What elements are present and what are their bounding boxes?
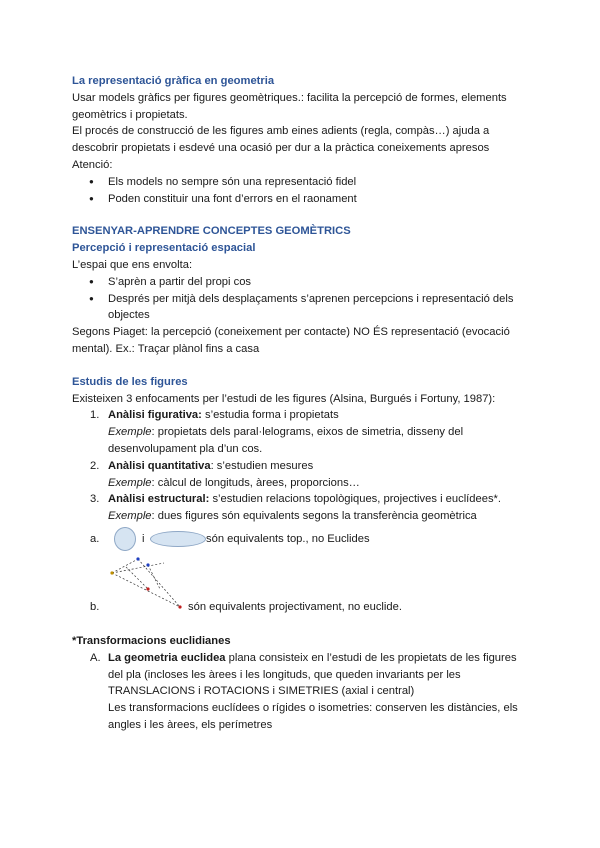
list-letter: A. <box>90 651 101 664</box>
example-text: : càlcul de longituds, àrees, proporcions… <box>151 476 360 489</box>
list-item: ● Els models no sempre són una representació fidel <box>72 174 532 191</box>
paragraph: Les transformacions euclídees o rígides o isometries: conserven les distàncies, els angles i les àrees, els perímetres <box>108 702 518 731</box>
section-title-representacio: La representació gràfica en geometria <box>72 75 275 87</box>
figure-b-row <box>72 557 532 617</box>
paragraph: Segons Piaget: la percepció (coneixement per contacte) NO ÉS representació (evocació mental). Ex.: Traçar plànol fins a casa <box>72 326 510 355</box>
list-item <box>72 650 532 734</box>
item-heading: Anàlisi quantitativa <box>108 459 211 472</box>
item-heading: Anàlisi figurativa: <box>108 409 202 422</box>
paragraph: Existeixen 3 enfocaments per l’estudi de les figures (Alsina, Burgués i Fortuny, 1987): <box>72 392 496 405</box>
figure-caption: són equivalents projectivament, no euclide. <box>188 600 402 613</box>
projective-triangle-figure <box>108 557 188 615</box>
list-number: 3. <box>90 493 100 506</box>
example-label: Exemple <box>108 476 152 489</box>
attention-label: Atenció: <box>72 158 113 171</box>
item-text: s’estudia forma i propietats <box>201 409 339 422</box>
circle-shape <box>114 527 136 551</box>
alpha-list <box>72 650 532 734</box>
example-label: Exemple <box>108 510 152 523</box>
figure-marker: b. <box>90 600 100 613</box>
example-text: : propietats dels paral·lelograms, eixos de simetria, disseny del desenvolupament pla d’un cos. <box>108 426 464 455</box>
item-heading: Anàlisi estructural: <box>108 493 210 506</box>
item-text: s’estudien relacions topològiques, projectives i euclídees*. <box>209 493 502 506</box>
list-item <box>72 407 532 457</box>
example-text: : dues figures són equivalents segons la transferència geomètrica <box>151 510 477 523</box>
figure-marker: a. <box>90 532 100 545</box>
list-item: ● Poden constituir una font d’errors en el raonament <box>72 191 532 208</box>
section-title-ensenyar: ENSENYAR-APRENDRE CONCEPTES GEOMÈTRICS <box>72 225 351 238</box>
item-text: : s’estudien mesures <box>210 459 314 472</box>
list-item: ● Després per mitjà dels desplaçaments s’aprenen percepcions i representació dels objectes <box>72 291 532 325</box>
paragraph: El procés de construcció de les figures amb eines adients (regla, compàs…) ajuda a descobrir propietats i esdevé una ocasió per dur a la pràctica coneixements apresos <box>72 125 490 155</box>
figure-a-row <box>72 531 532 557</box>
document-page <box>72 73 532 734</box>
item-text: plana consisteix en l’estudi de les propietats de les figures del pla (incloses les àrees i les longituds, que queden invariants per les TRANSLACIONS i ROTACIONS i SIMETRIES (axial i central) <box>108 651 517 698</box>
numbered-list <box>72 407 532 525</box>
connector-text: i <box>142 532 145 545</box>
list-item <box>72 458 532 492</box>
example-label: Exemple <box>108 426 152 439</box>
figure-caption: són equivalents top., no Euclides <box>206 532 370 545</box>
bullet-list <box>72 174 532 208</box>
section-title-estudis: Estudis de les figures <box>72 375 188 388</box>
list-item <box>72 491 532 525</box>
list-number: 2. <box>90 459 100 472</box>
item-heading: La geometria euclidea <box>108 651 226 664</box>
paragraph: Usar models gràfics per figures geomètriques.: facilita la percepció de formes, elements geomètrics i propietats. <box>72 91 507 121</box>
bullet-list <box>72 274 532 324</box>
list-number: 1. <box>90 409 100 422</box>
ellipse-shape <box>150 531 206 547</box>
subsection-title-percepcio: Percepció i representació espacial <box>72 242 256 255</box>
list-item: ● S’aprèn a partir del propi cos <box>72 274 532 291</box>
section-title-transformacions: *Transformacions euclidianes <box>72 634 231 647</box>
paragraph: L’espai que ens envolta: <box>72 258 193 271</box>
